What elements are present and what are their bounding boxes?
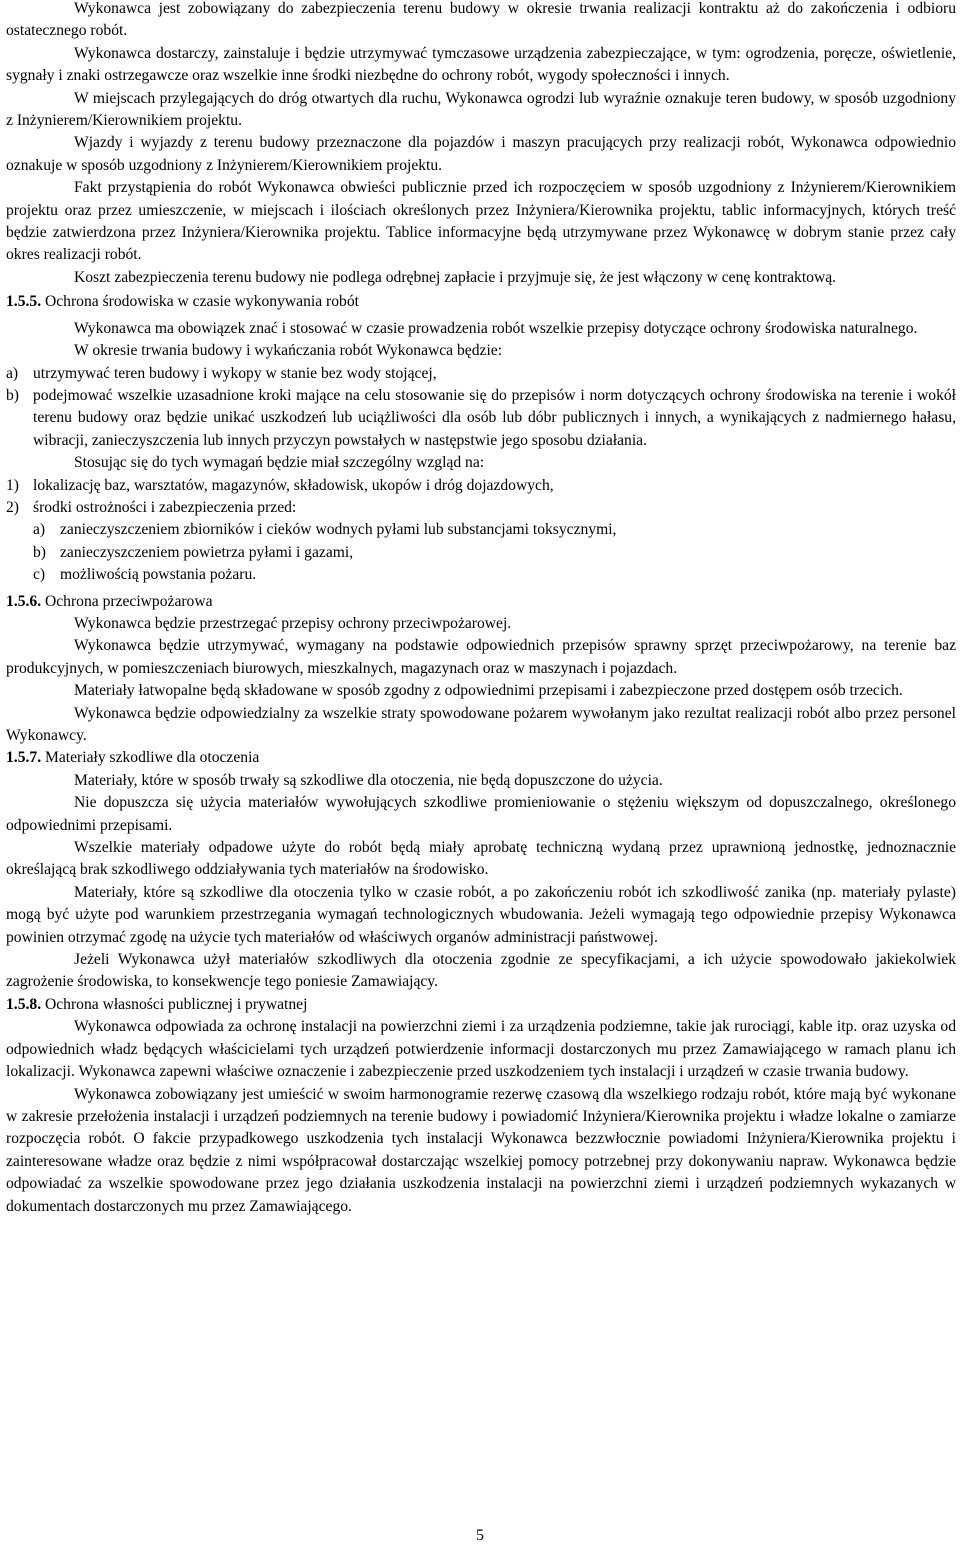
list-item (6, 475, 956, 497)
sub-list-item (33, 564, 956, 586)
paragraph: Wykonawca będzie odpowiedzialny za wszelkie straty spowodowane pożarem wywołanym jako rezultat realizacji robót albo przez personel Wykonawcy. (6, 704, 956, 744)
sub-list-item (33, 519, 956, 541)
list-marker: c) (33, 566, 46, 584)
list-marker: b) (6, 386, 19, 404)
paragraph: Wjazdy i wyjazdy z terenu budowy przeznaczone dla pojazdów i maszyn pracujących przy realizacji robót, Wykonawca odpowiednio oznakuje w sposób uzgodniony z Inżynierem/Kierownikiem projektu. (6, 134, 956, 174)
paragraph: Koszt zabezpieczenia terenu budowy nie podlega odrębnej zapłacie i przyjmuje się, że jest włączony w cenę kontraktową. (74, 268, 837, 286)
paragraph: Wykonawca będzie przestrzegać przepisy ochrony przeciwpożarowej. (74, 614, 512, 632)
list-marker: a) (33, 521, 46, 539)
list-item (6, 363, 956, 385)
paragraph: Wykonawca zobowiązany jest umieścić w swoim harmonogramie rezerwę czasową dla wszelkiego rodzaju robót, które mają być wykonane w zakresie przełożenia instalacji i urządzeń podziemnych na terenie budowy i powiadomić Inżyniera/Kierownika projektu i władze lokalne o zamiarze rozpoczęcia robót. O fakcie przypadkowego uszkodzenia tych instalacji Wykonawca bezzwłocznie powiadomi Inżyniera/Kierownika projektu i zainteresowane władze oraz będzie z nimi współpracował dostarczając wszelkiej pomocy potrzebnej przy dokonywaniu napraw. Wykonawca będzie odpowiadać za wszelkie spowodowane przez jego działania uszkodzenia instalacji na powierzchni ziemi i urządzeń podziemnych wykazanych w dokumentach dostarczonych mu przez Zamawiającego. (6, 1085, 956, 1215)
paragraph: Wykonawca ma obowiązek znać i stosować w czasie prowadzenia robót wszelkie przepisy dotyczące ochrony środowiska naturalnego. (74, 319, 918, 337)
list-marker: 2) (6, 498, 19, 516)
paragraph: Jeżeli Wykonawca użył materiałów szkodliwych dla otoczenia zgodnie ze specyfikacjami, a ich użycie spowodowało jakiekolwiek zagrożenie środowiska, to konsekwencje tego poniesie Zamawiający. (6, 951, 956, 991)
section-heading-1-5-5 (6, 291, 956, 313)
sub-list-item (33, 542, 956, 564)
paragraph: Wykonawca jest zobowiązany do zabezpieczenia terenu budowy w okresie trwania realizacji kontraktu aż do zakończenia i odbioru ostatecznego robót. (6, 0, 956, 40)
section-heading-1-5-7 (6, 747, 956, 769)
list-text: zanieczyszczeniem powietrza pyłami i gazami, (60, 543, 354, 561)
page-number: 5 (476, 1527, 484, 1544)
paragraph: Wykonawca odpowiada za ochronę instalacji na powierzchni ziemi i za urządzenia podziemne, takie jak rurociągi, kable itp. oraz uzyska od odpowiednich władz będących właścicielami tych urządzeń potwierdzenie informacji dostarczonych mu przez Zamawiającego w ramach planu ich lokalizacji. Wykonawca zapewni właściwe oznaczenie i zabezpieczenie przed uszkodzeniem tych instalacji i urządzeń w czasie trwania budowy. (6, 1018, 956, 1081)
paragraph: W okresie trwania budowy i wykańczania robót Wykonawca będzie: (74, 342, 503, 360)
section-title: Ochrona własności publicznej i prywatnej (45, 995, 308, 1013)
section-number: 1.5.7. (6, 749, 42, 767)
paragraph: Wykonawca będzie utrzymywać, wymagany na podstawie odpowiednich przepisów sprawny sprzęt przeciwpożarowy, na terenie baz produkcyjnych, w pomieszczeniach biurowych, mieszkalnych, magazynach oraz w maszynach i pojazdach. (6, 637, 956, 677)
list-marker: a) (6, 364, 19, 382)
list-text: lokalizację baz, warsztatów, magazynów, składowisk, ukopów i dróg dojazdowych, (33, 476, 554, 494)
section-heading-1-5-8 (6, 994, 956, 1016)
list-text: możliwością powstania pożaru. (60, 566, 257, 584)
paragraph: Wykonawca dostarczy, zainstaluje i będzie utrzymywać tymczasowe urządzenia zabezpieczające, w tym: ogrodzenia, poręcze, oświetlenie, sygnały i znaki ostrzegawcze oraz wszelkie inne środki niezbędne do ochrony robót, wygody społeczności i innych. (6, 44, 956, 85)
list-item (6, 385, 956, 452)
list-text: środki ostrożności i zabezpieczenia przed: (33, 498, 297, 516)
paragraph: Fakt przystąpienia do robót Wykonawca obwieści publicznie przed ich rozpoczęciem w sposób uzgodniony z Inżynierem/Kierownikiem projektu oraz przez umieszczenie, w miejscach i ilościach określonych przez Inżyniera/Kierownika projektu, tablic informacyjnych, których treść będzie zatwierdzona przez Inżyniera/Kierownika projektu. Tablice informacyjne będą utrzymywane przez Wykonawcę w dobrym stanie przez cały okres realizacji robót. (6, 179, 956, 264)
paragraph: Materiały, które w sposób trwały są szkodliwe dla otoczenia, nie będą dopuszczone do użycia. (74, 771, 663, 789)
paragraph: Stosując się do tych wymagań będzie miał szczególny wzgląd na: (74, 454, 485, 472)
list-text: podejmować wszelkie uzasadnione kroki mające na celu stosowanie się do przepisów i norm dotyczących ochrony środowiska na terenie i wokół terenu budowy oraz będzie unikać uszkodzeń lub uciążliwości dla osób lub dóbr publicznych i innych, a wynikających z nadmiernego hałasu, wibracji, zanieczyszczenia lub innych przyczyn powstałych w następstwie jego sposobu działania. (33, 386, 956, 449)
section-title: Ochrona przeciwpożarowa (45, 592, 213, 610)
paragraph: Nie dopuszcza się użycia materiałów wywołujących szkodliwe promieniowanie o stężeniu większym od dopuszczalnego, określonego odpowiednimi przepisami. (6, 794, 956, 834)
paragraph: Materiały łatwopalne będą składowane w sposób zgodny z odpowiednimi przepisami i zabezpieczone przed dostępem osób trzecich. (74, 682, 903, 700)
list-marker: b) (33, 543, 46, 561)
section-number: 1.5.5. (6, 293, 42, 311)
list-marker: 1) (6, 476, 19, 494)
list-text: utrzymywać teren budowy i wykopy w stanie bez wody stojącej, (33, 364, 437, 382)
paragraph: W miejscach przylegających do dróg otwartych dla ruchu, Wykonawca ogrodzi lub wyraźnie oznakuje teren budowy, w sposób uzgodniony z Inżynierem/Kierownikiem projektu. (6, 89, 956, 130)
paragraph: Materiały, które są szkodliwe dla otoczenia tylko w czasie robót, a po zakończeniu robót ich szkodliwość zanika (np. materiały pylaste) mogą być użyte pod warunkiem przestrzegania wymagań technologicznych wbudowania. Jeżeli wymagają tego odpowiednie przepisy Wykonawca powinien otrzymać zgodę na użycie tych materiałów od właściwych organów administracji państwowej. (6, 883, 956, 946)
section-number: 1.5.8. (6, 995, 42, 1013)
section-number: 1.5.6. (6, 592, 42, 610)
section-title: Ochrona środowiska w czasie wykonywania robót (45, 293, 359, 311)
paragraph: Wszelkie materiały odpadowe użyte do robót będą miały aprobatę techniczną wydaną przez uprawnioną jednostkę, jednoznacznie określającą brak szkodliwego oddziaływania tych materiałów na środowisko. (6, 839, 956, 879)
list-text: zanieczyszczeniem zbiorników i cieków wodnych pyłami lub substancjami toksycznymi, (60, 521, 617, 539)
section-title: Materiały szkodliwe dla otoczenia (45, 749, 260, 767)
section-heading-1-5-6 (6, 591, 956, 613)
list-item (6, 497, 956, 519)
